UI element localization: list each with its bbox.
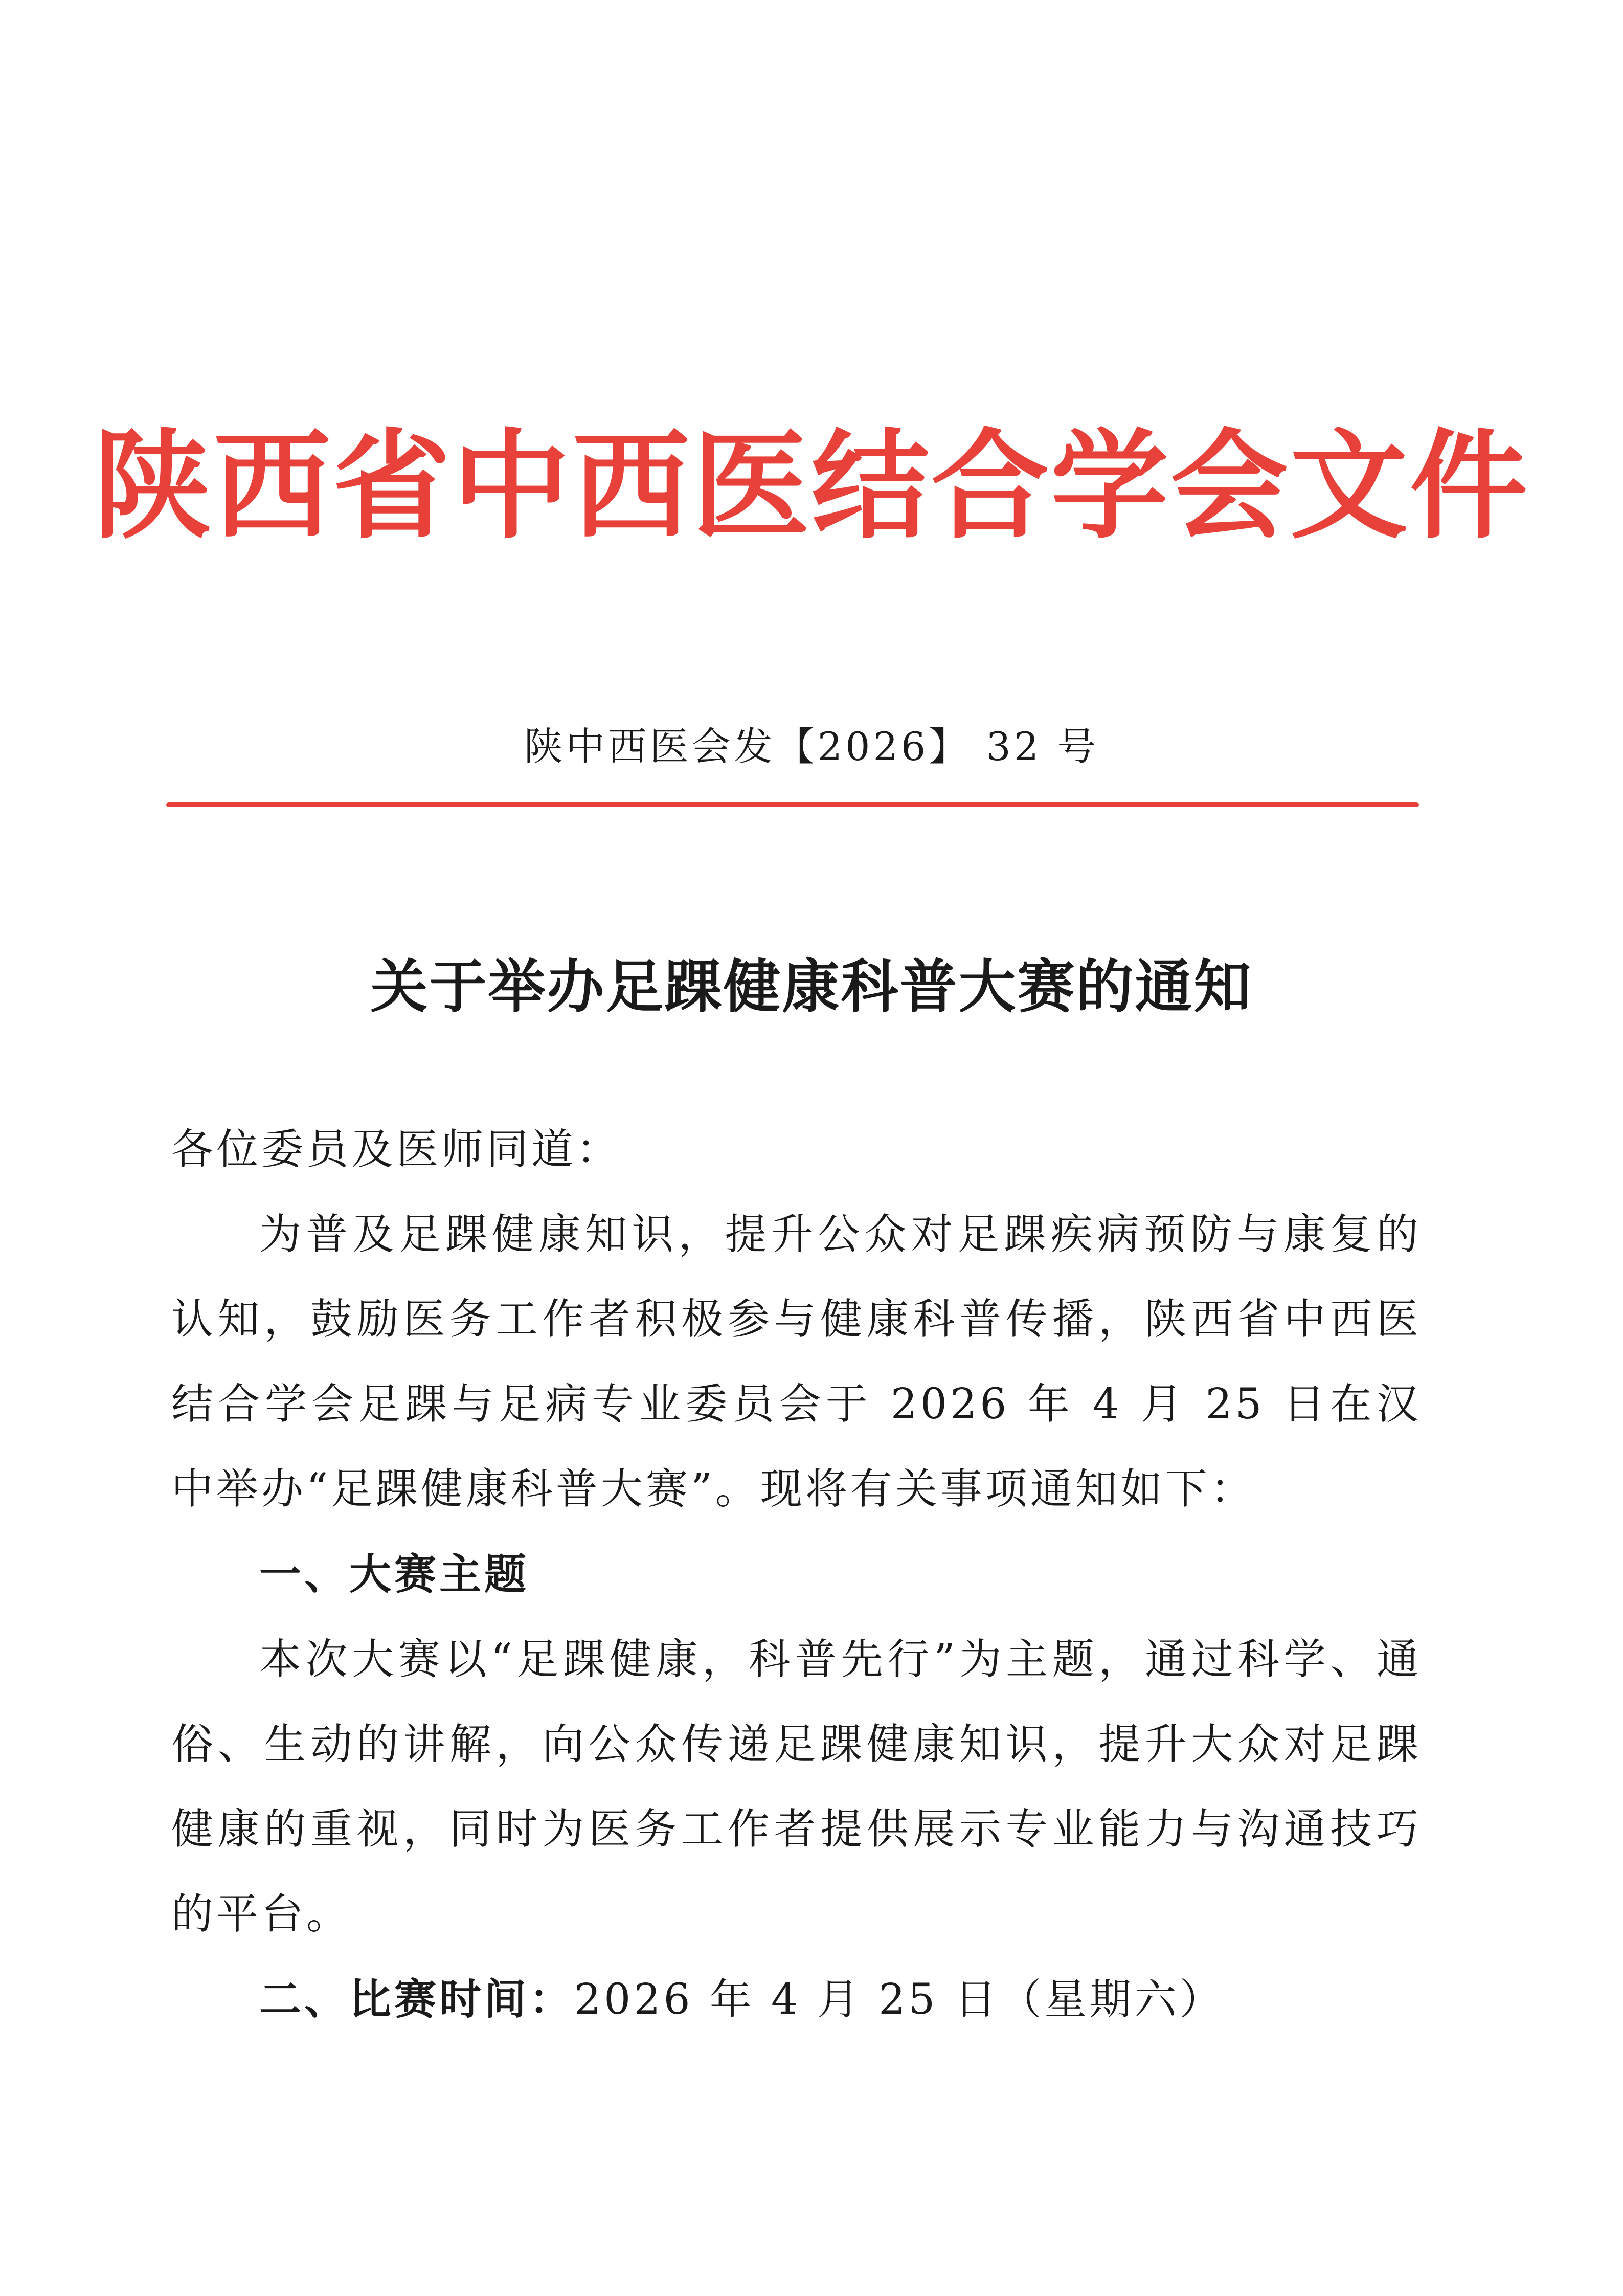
document-number: 陕中西医会发【2026】 32 号 [524, 724, 1099, 769]
red-divider-line [166, 802, 1419, 807]
section-heading-time [171, 1957, 1422, 2042]
section-heading-theme [171, 1532, 1422, 1617]
intro-paragraph: 为普及足踝健康知识，提升公众对足踝疾病预防与康复的认知，鼓励医务工作者积极参与健康科普传播，陕西省中西医结合学会足踝与足病专业委员会于 2026 年 4 月 25 日在汉中举办“足踝健康科普大赛”。现将有关事项通知如下： [171, 1210, 1422, 1513]
section-heading-time-label: 二、比赛时间： [259, 1975, 575, 2024]
competition-date: 2026 年 4 月 25 日（星期六） [574, 1975, 1225, 2024]
section-heading-theme-label: 一、大赛主题 [259, 1550, 530, 1599]
salutation: 各位委员及医师同道： [171, 1125, 622, 1174]
notice-body [171, 1107, 1422, 2042]
theme-paragraph: 本次大赛以“足踝健康，科普先行”为主题，通过科学、通俗、生动的讲解，向公众传递足踝健康知识，提升大众对足踝健康的重视，同时为医务工作者提供展示专业能力与沟通技巧的平台。 [171, 1635, 1422, 1938]
notice-title: 关于举办足踝健康科普大赛的通知 [370, 953, 1253, 1020]
masthead-title: 陕西省中西医结合学会文件 [93, 417, 1529, 555]
